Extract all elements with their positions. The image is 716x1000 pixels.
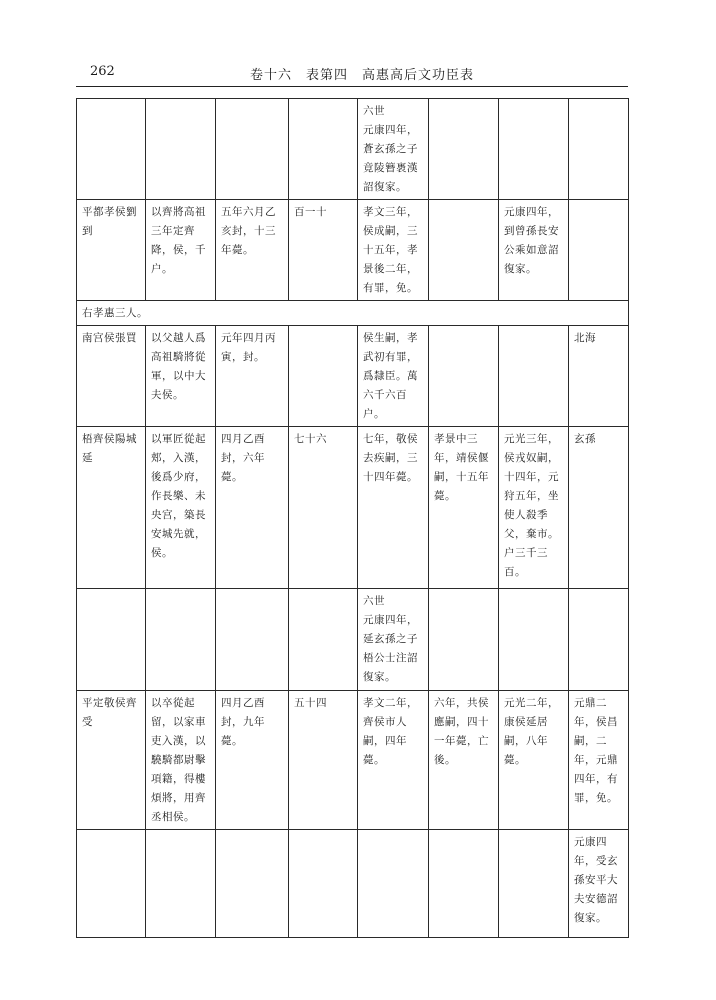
table-cell: 以卒從起留，以家車吏入漢，以驍騎都尉擊項籍，得樓煩將，用齊丞相侯。 (146, 691, 216, 830)
table-cell (429, 830, 499, 938)
table-row (77, 589, 629, 691)
table-cell (77, 99, 146, 200)
table-cell: 七十六 (289, 427, 358, 589)
table-cell: 南宫侯張買 (77, 326, 146, 427)
table-cell: 孝景中三年，靖侯偃嗣，十五年薨。 (429, 427, 499, 589)
table-cell (77, 830, 146, 938)
header-rule (76, 86, 628, 87)
table-cell (289, 830, 358, 938)
table-cell (569, 99, 629, 200)
table-cell: 以軍匠從起郏，入漢，後爲少府，作長樂、未央宫，築長安城先就，侯。 (146, 427, 216, 589)
table-cell (499, 326, 569, 427)
table-cell (216, 589, 289, 691)
table-row (77, 99, 629, 200)
table-row (77, 427, 629, 589)
table-cell: 元光三年，侯戎奴嗣，十四年，元狩五年，坐使人殺季父，棄市。户三千三百。 (499, 427, 569, 589)
table-cell: 五年六月乙亥封，十三年薨。 (216, 200, 289, 301)
table-cell (499, 99, 569, 200)
table-cell (146, 99, 216, 200)
table-cell (429, 200, 499, 301)
table-cell: 玄孫 (569, 427, 629, 589)
table-cell: 以齊將高祖三年定齊降，侯，千户。 (146, 200, 216, 301)
table-cell (146, 830, 216, 938)
table-cell (358, 830, 429, 938)
table-cell: 四月乙酉封，六年薨。 (216, 427, 289, 589)
table-cell (289, 326, 358, 427)
table-cell: 五十四 (289, 691, 358, 830)
table-cell (289, 589, 358, 691)
table-cell: 梧齊侯陽城延 (77, 427, 146, 589)
table-cell: 平定敬侯齊受 (77, 691, 146, 830)
table-cell: 元鼎二年，侯昌嗣，二年，元鼎四年，有罪，免。 (569, 691, 629, 830)
table-cell: 六世 元康四年，延玄孫之子梧公士注詔復家。 (358, 589, 429, 691)
table-cell: 元年四月丙寅，封。 (216, 326, 289, 427)
table-cell: 元康四年，到曾孫長安公乘如意詔復家。 (499, 200, 569, 301)
running-head: 卷十六 表第四 高惠高后文功臣表 (250, 68, 475, 83)
table-row (77, 830, 629, 938)
table-cell (146, 589, 216, 691)
table-cell: 孝文二年，齊侯市人嗣，四年薨。 (358, 691, 429, 830)
table-row (77, 691, 629, 830)
table-cell: 孝文三年，侯成嗣，三十五年，孝景後二年，有罪，免。 (358, 200, 429, 301)
table-cell: 侯生嗣，孝武初有罪，爲隸臣。萬六千六百户。 (358, 326, 429, 427)
table-cell: 七年，敬侯去疾嗣，三十四年薨。 (358, 427, 429, 589)
table-cell: 北海 (569, 326, 629, 427)
table-cell (77, 589, 146, 691)
table-cell: 六世 元康四年，蒼玄孫之子竟陵簪褭漢詔復家。 (358, 99, 429, 200)
table-cell (289, 99, 358, 200)
table-cell (569, 200, 629, 301)
table-cell (429, 326, 499, 427)
table-cell (429, 99, 499, 200)
table-row (77, 326, 629, 427)
page-number: 262 (90, 64, 115, 79)
table-cell (499, 589, 569, 691)
table-row (77, 301, 629, 326)
table-cell: 六年，共侯應嗣，四十一年薨，亡後。 (429, 691, 499, 830)
summary-note: 右孝惠三人。 (77, 301, 629, 326)
table-cell: 以父越人爲高祖騎將從軍，以中大夫侯。 (146, 326, 216, 427)
table-cell (499, 830, 569, 938)
table-cell (216, 99, 289, 200)
merit-table (76, 98, 629, 938)
table-cell: 平都孝侯劉到 (77, 200, 146, 301)
table-cell: 元光二年，康侯延居嗣，八年薨。 (499, 691, 569, 830)
table-cell (569, 589, 629, 691)
table-cell: 四月乙酉封，九年薨。 (216, 691, 289, 830)
table-cell: 百一十 (289, 200, 358, 301)
table-cell (429, 589, 499, 691)
table-row (77, 200, 629, 301)
table-cell (216, 830, 289, 938)
table-cell: 元康四年，受玄孫安平大夫安德詔復家。 (569, 830, 629, 938)
